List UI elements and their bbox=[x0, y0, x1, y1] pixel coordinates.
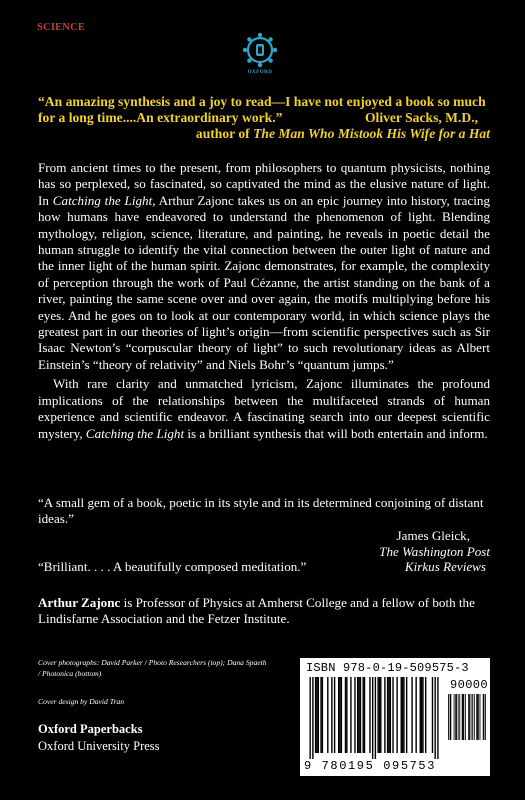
price-barcode-bar bbox=[474, 694, 475, 740]
barcode-bar bbox=[377, 677, 378, 753]
cover-design-credit: Cover design by David Tran bbox=[38, 697, 125, 706]
description-p1-text-a: From ancient times to the present, from philosophers to quantum physicists, nothing has so perplexed, so fascinated, so captivated the mind as the elusive nature of light. In bbox=[38, 160, 490, 208]
barcode-bar bbox=[341, 677, 342, 753]
description-p2-title: Catching the Light bbox=[85, 425, 185, 441]
barcode-bar bbox=[309, 677, 310, 759]
review-gleick-source: The Washington Post bbox=[379, 544, 490, 560]
barcode-bar bbox=[422, 677, 423, 753]
author-bio-text: is Professor of Physics at Amherst College and a fellow of both the Lindisfarne Association and the Fetzer Institute. bbox=[38, 595, 475, 627]
review-kirkus bbox=[38, 559, 490, 575]
barcode-bar bbox=[379, 677, 380, 753]
barcode-bar bbox=[354, 677, 355, 753]
price-code: 90000 bbox=[450, 678, 489, 692]
price-barcode-bar bbox=[450, 694, 451, 740]
front-quote-line1: “An amazing synthesis and a joy to read—I have not enjoyed a book so much bbox=[38, 94, 486, 109]
barcode-bar bbox=[387, 677, 388, 753]
price-barcode-bar bbox=[484, 694, 485, 740]
barcode-bar bbox=[434, 677, 435, 759]
price-barcode bbox=[448, 694, 486, 740]
description-p1-title: Catching the Light bbox=[52, 192, 153, 208]
cover-photo-credits: Cover photographs: David Parker / Photo Researchers (top); Dana Spaeth / Photonica (bottom) bbox=[38, 658, 267, 678]
barcode-bar bbox=[411, 677, 412, 753]
barcode-bar bbox=[357, 677, 358, 753]
barcode-bar bbox=[322, 677, 323, 753]
description-paragraph-2 bbox=[38, 376, 490, 442]
barcode-bar bbox=[396, 677, 397, 753]
front-quote-text-end: for a long time....An extraordinary work.” bbox=[38, 110, 283, 125]
barcode-bar bbox=[402, 677, 403, 753]
barcode-bar bbox=[421, 677, 422, 753]
price-barcode-bar bbox=[454, 694, 455, 740]
price-barcode-bar bbox=[450, 694, 451, 740]
price-barcode-bar bbox=[483, 694, 484, 740]
imprint-name: Oxford Paperbacks bbox=[38, 722, 143, 736]
barcode-bar bbox=[380, 677, 381, 753]
front-quote-credit-title: The Man Who Mistook His Wife for a Hat bbox=[253, 126, 490, 141]
category-label: SCIENCE bbox=[37, 22, 86, 33]
barcode-bar bbox=[346, 677, 347, 753]
price-barcode-bar bbox=[462, 694, 463, 740]
price-barcode-bar bbox=[477, 694, 478, 740]
publisher-name: Oxford University Press bbox=[38, 739, 160, 753]
isbn-text: ISBN 978-0-19-509575-3 bbox=[306, 661, 469, 675]
front-quote-credit-prefix: author of bbox=[195, 126, 254, 141]
barcode-bar bbox=[358, 677, 359, 753]
barcode-bar bbox=[415, 677, 416, 753]
review-kirkus-text: “Brilliant. . . . A beautifully composed meditation.” bbox=[38, 559, 307, 574]
price-barcode-bar bbox=[469, 694, 470, 740]
review-gleick-text: “A small gem of a book, poetic in its style and in its determined conjoining of distant ideas.” bbox=[38, 495, 484, 527]
author-bio bbox=[38, 595, 490, 628]
barcode-bar bbox=[392, 677, 393, 753]
barcode-bar bbox=[372, 677, 373, 759]
barcode-bar bbox=[406, 677, 407, 753]
barcode-bar bbox=[375, 677, 376, 759]
author-bio-name: Arthur Zajonc bbox=[38, 595, 121, 610]
barcode-bar bbox=[403, 677, 404, 753]
barcode-bar bbox=[312, 677, 313, 759]
price-barcode-bar bbox=[448, 694, 449, 740]
barcode-bar bbox=[338, 677, 339, 753]
barcode-bar bbox=[320, 677, 321, 753]
barcode-bar bbox=[364, 677, 365, 753]
barcode-bar bbox=[425, 677, 426, 753]
barcode-digits: 9 780195 095753 bbox=[304, 759, 437, 773]
description-p2-text-b: is a brilliant synthesis that will both entertain and inform. bbox=[184, 425, 488, 441]
barcode-bar bbox=[384, 677, 385, 753]
oxford-logo-text: OXFORD bbox=[247, 70, 273, 75]
price-barcode-bar bbox=[478, 694, 479, 740]
ean-barcode bbox=[304, 677, 444, 759]
price-barcode-bar bbox=[471, 694, 472, 740]
review-gleick-author: James Gleick, bbox=[396, 527, 470, 543]
price-barcode-bar bbox=[485, 694, 486, 740]
barcode-panel bbox=[300, 658, 490, 776]
barcode-bar bbox=[420, 677, 421, 753]
price-barcode-bar bbox=[465, 694, 466, 740]
price-barcode-bar bbox=[463, 694, 464, 740]
book-description bbox=[38, 160, 490, 442]
barcode-bar bbox=[350, 677, 351, 753]
front-quote-credit bbox=[38, 126, 490, 142]
price-barcode-bar bbox=[458, 694, 459, 740]
oxford-logo-icon bbox=[240, 30, 280, 74]
description-p2-text-a: With rare clarity and unmatched lyricism, Zajonc illuminates the profound implications of the relationships between the multifaceted strands of human experience and scientific endeavor. A fascinating search into our deepest scientific mystery, bbox=[38, 376, 490, 441]
barcode-bar bbox=[390, 677, 391, 753]
barcode-bar bbox=[345, 677, 346, 753]
barcode-bar bbox=[331, 677, 332, 753]
barcode-bar bbox=[315, 677, 316, 753]
price-barcode-bar bbox=[459, 694, 460, 740]
barcode-bar bbox=[432, 677, 433, 753]
price-barcode-bar bbox=[476, 694, 477, 740]
front-quote-line2 bbox=[38, 110, 490, 126]
front-quote bbox=[38, 94, 490, 142]
price-barcode-bar bbox=[480, 694, 481, 740]
barcode-bar bbox=[388, 677, 389, 753]
price-barcode-bar bbox=[472, 694, 473, 740]
barcode-bar bbox=[339, 677, 340, 753]
barcode-bar bbox=[318, 677, 319, 753]
barcode-bar bbox=[360, 677, 361, 753]
description-paragraph-1 bbox=[38, 160, 490, 373]
description-p1-text-b: , Arthur Zajonc takes us on an epic journey into history, tracing how humans have endeavored to understand the phenomenon of light. Blending mythology, religion, science, literature, and painting, he reveals in poetic detail the human struggle to identify the vital connection between the outer light of nature and the inner light of the human spirit. Zajonc demonstrates, for example, the complexity of perception through the work of Paul Cézanne, the artist standing on the bank of a river, painting the same scene over and over again, the motifs multiplying before his eyes. And he goes on to look at our contemporary world, in which science plays the greatest part in our theories of light’s origin—from scientific perspectives such as Sir Isaac Newton’s “corpuscular theory of light” to such revolutionary ideas as Albert Einstein’s “theory of relativity” and Niels Bohr’s “quantum jumps.” bbox=[38, 192, 491, 372]
front-quote-author: Oliver Sacks, M.D., bbox=[364, 110, 478, 125]
barcode-bar bbox=[316, 677, 317, 753]
price-barcode-bar bbox=[455, 694, 456, 740]
price-barcode-bar bbox=[456, 694, 457, 740]
review-kirkus-source: Kirkus Reviews bbox=[404, 559, 486, 574]
barcode-bar bbox=[369, 677, 370, 753]
review-gleick bbox=[38, 495, 490, 561]
price-barcode-bar bbox=[468, 694, 469, 740]
barcode-bar bbox=[437, 677, 438, 759]
barcode-bar bbox=[327, 677, 328, 753]
barcode-bar bbox=[334, 677, 335, 753]
barcode-bar bbox=[362, 677, 363, 753]
price-barcode-bar bbox=[463, 694, 464, 740]
barcode-bar bbox=[401, 677, 402, 753]
